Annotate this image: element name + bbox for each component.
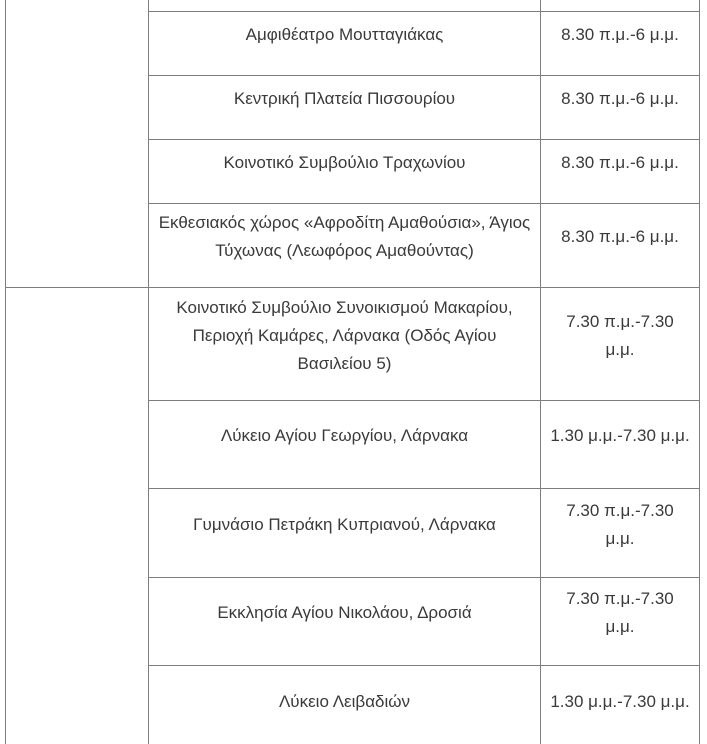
location-text: Αμφιθέατρο Μουτταγιάκας <box>245 25 444 44</box>
hours-cell <box>541 400 700 488</box>
district-cell <box>6 0 149 287</box>
hours-text: 1.30 μ.μ.-7.30 μ.μ. <box>550 692 690 711</box>
hours-text: 8.30 π.μ.-6 μ.μ. <box>561 153 679 172</box>
location-text: Γυμνάσιο Πετράκη Κυπριανού, Λάρνακα <box>193 514 496 534</box>
hours-cell <box>541 75 700 139</box>
location-cell <box>149 577 541 665</box>
hours-text: 8.30 π.μ.-6 μ.μ. <box>561 89 679 108</box>
hours-text: 7.30 π.μ.-7.30 μ.μ. <box>566 500 674 548</box>
hours-cell <box>541 488 700 577</box>
location-text: Κεντρική Πλατεία Πισσουρίου <box>233 89 456 108</box>
hours-text: 8.30 π.μ.-6 μ.μ. <box>561 227 679 246</box>
hours-cell <box>541 665 700 744</box>
table-row <box>6 287 700 400</box>
table-row-cropped-top <box>6 0 700 11</box>
hours-cell <box>541 287 700 400</box>
hours-text: 7.30 π.μ.-7.30 μ.μ. <box>566 311 674 359</box>
location-text: Λύκειο Λειβαδιών <box>278 692 411 711</box>
location-cell <box>149 11 541 75</box>
hours-cell-empty <box>541 0 700 11</box>
hours-text: 1.30 μ.μ.-7.30 μ.μ. <box>550 426 690 445</box>
location-cell <box>149 665 541 744</box>
district-cell <box>6 287 149 744</box>
location-cell <box>149 400 541 488</box>
locations-hours-table <box>5 0 700 744</box>
location-cell <box>149 139 541 203</box>
hours-cell <box>541 139 700 203</box>
location-cell <box>149 203 541 287</box>
location-cell <box>149 287 541 400</box>
location-text: Λύκειο Αγίου Γεωργίου, Λάρνακα <box>220 426 469 445</box>
location-text: Εκκλησία Αγίου Νικολάου, Δροσιά <box>217 603 472 622</box>
hours-cell <box>541 11 700 75</box>
hours-cell <box>541 203 700 287</box>
location-cell <box>149 75 541 139</box>
location-cell-empty <box>149 0 541 11</box>
location-text: Κοινοτικό Συμβούλιο Συνοικισμού Μακαρίου, Περιοχή Καμάρες, Λάρνακα (Οδός Αγίου Βασιλείου 5) <box>176 297 513 373</box>
hours-text: 8.30 π.μ.-6 μ.μ. <box>561 25 679 44</box>
hours-cell <box>541 577 700 665</box>
location-text: Εκθεσιακός χώρος «Αφροδίτη Αμαθούσια», Άγιος Τύχωνας (Λεωφόρος Αμαθούντας) <box>158 213 531 260</box>
hours-text: 7.30 π.μ.-7.30 μ.μ. <box>566 589 674 636</box>
location-text: Κοινοτικό Συμβούλιο Τραχωνίου <box>223 153 466 172</box>
location-cell <box>149 488 541 577</box>
